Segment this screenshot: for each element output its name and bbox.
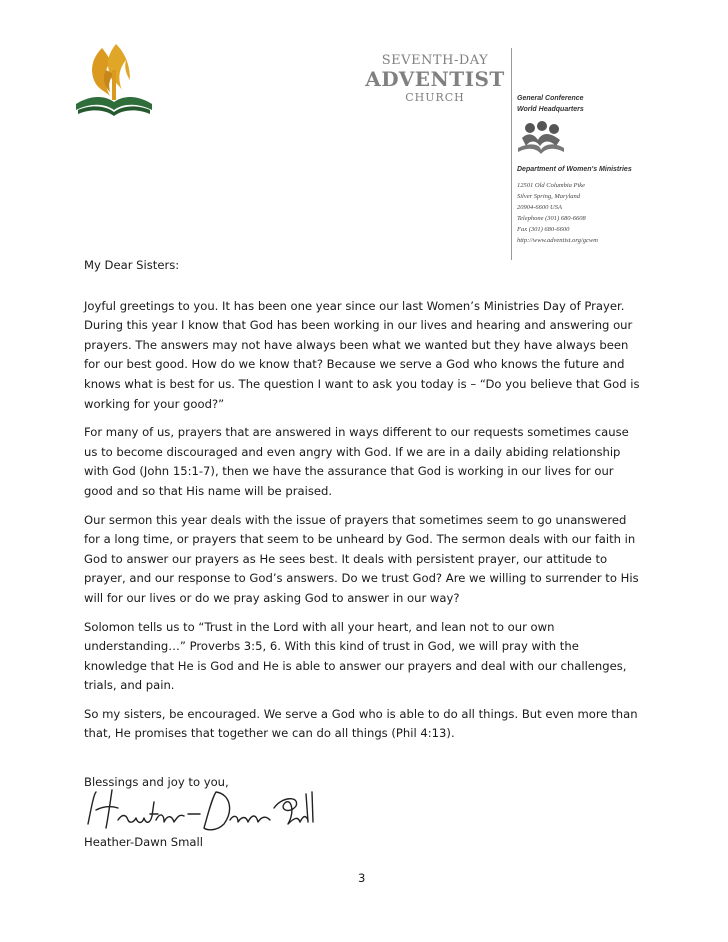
wordmark-line1: SEVENTH-DAY (381, 53, 489, 68)
address-line: 20904-6600 USA (517, 204, 562, 211)
gc-line2: World Headquarters (517, 106, 584, 113)
signer-name: Heather-Dawn Small (84, 835, 203, 849)
letter-paragraph: Solomon tells us to “Trust in the Lord with all your heart, and lean not to our own understanding…” Proverbs 3:5, 6. With this kind of trust in God, we will pray with the knowledge that He is God and He is able to answer our prayers and deal with our challenges, trials, and pain. (84, 619, 627, 693)
letter-paragraph: For many of us, prayers that are answered in ways different to our requests sometimes cause us to become discouraged and even angry with God. If we are in a daily abiding relationship with God (John 15:1-7), then we have the assurance that God is working in our lives for our good and so that His name will be praised. (84, 425, 629, 498)
address-block (517, 180, 657, 246)
letter-body (84, 256, 644, 753)
womens-ministries-emblem-icon (516, 118, 566, 156)
wordmark-line2: ADVENTIST (365, 67, 505, 91)
handwritten-signature (84, 784, 314, 836)
header-divider (511, 48, 512, 260)
salutation: My Dear Sisters: (84, 258, 180, 272)
address-line: http://www.adventist.org/gcwm (517, 237, 598, 244)
gc-line1: General Conference (517, 95, 584, 102)
general-conference-block (517, 93, 637, 115)
adventist-logo-icon (72, 40, 156, 116)
letter-paragraph: Our sermon this year deals with the issue of prayers that sometimes seem to go unanswered for a long time, or prayers that seem to be unheard by God. The sermon deals with our faith in God to answer our prayers as He sees best. It deals with persistent prayer, our attitude to prayer, and our response to God’s answers. Do we trust God? Are we willing to surrender to His will for our lives or do we pray asking God to answer in our way? (84, 512, 639, 605)
address-line: Telephone (301) 680-6608 (517, 215, 586, 222)
department-name: Department of Women's Ministries (517, 166, 632, 173)
address-line: Fax (301) 680-6600 (517, 226, 570, 233)
closing-line: Blessings and joy to you, (84, 775, 229, 789)
address-line: 12501 Old Columbia Pike (517, 182, 586, 189)
church-wordmark (362, 54, 508, 103)
wordmark-line3: CHURCH (405, 91, 465, 104)
letter-paragraph: So my sisters, be encouraged. We serve a God who is able to do all things. But even more than that, He promises that together we can do all things (Phil 4:13). (84, 706, 638, 741)
address-line: Silver Spring, Maryland (517, 193, 581, 200)
page-number: 3 (358, 871, 366, 885)
letter-paragraph: Joyful greetings to you. It has been one year since our last Women’s Ministries Day of Prayer. During this year I know that God has been working in our lives and hearing and answering our prayers. The answers may not have always been what we wanted but they have always been for our best good. How do we know that? Because we serve a God who knows the future and knows what is best for us. The question I want to ask you today is – “Do you believe that God is working for your good?” (84, 298, 640, 411)
